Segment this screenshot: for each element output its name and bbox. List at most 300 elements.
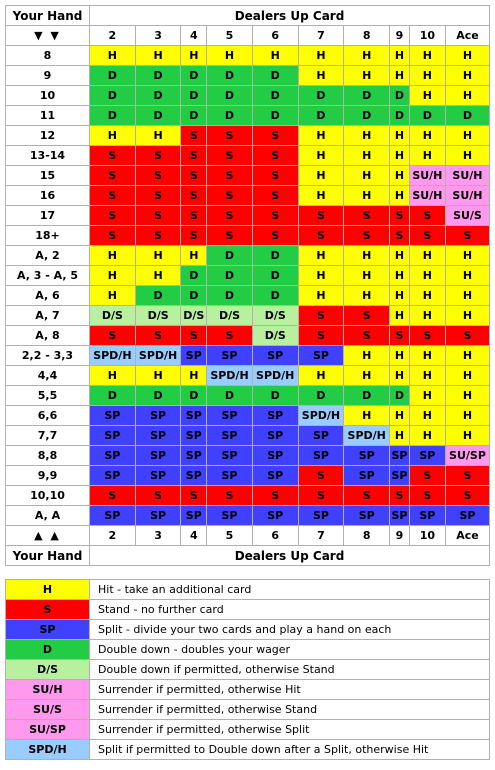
move-cell: H bbox=[181, 246, 207, 266]
move-cell: SP bbox=[252, 446, 298, 466]
dealer-card-10: 10 bbox=[409, 26, 445, 46]
move-cell: H bbox=[445, 366, 489, 386]
move-cell: SP bbox=[90, 506, 136, 526]
move-cell: S bbox=[298, 486, 344, 506]
move-cell: S bbox=[344, 486, 390, 506]
move-cell: H bbox=[344, 286, 390, 306]
sort-arrows-down-icon: ▼ ▼ bbox=[6, 26, 90, 46]
move-cell: S bbox=[207, 186, 253, 206]
move-cell: SP bbox=[409, 446, 445, 466]
move-cell: SP bbox=[90, 406, 136, 426]
move-cell: H bbox=[445, 266, 489, 286]
table-row bbox=[6, 446, 490, 466]
move-cell: H bbox=[409, 346, 445, 366]
footer-row bbox=[6, 546, 490, 566]
move-cell: SP bbox=[135, 426, 181, 446]
move-cell: S bbox=[90, 226, 136, 246]
move-cell: D bbox=[298, 106, 344, 126]
move-cell: S bbox=[390, 206, 410, 226]
hand-label: A, 8 bbox=[6, 326, 90, 346]
move-cell: D bbox=[207, 66, 253, 86]
your-hand-header: Your Hand bbox=[6, 6, 90, 26]
move-cell: H bbox=[344, 126, 390, 146]
legend-description: Hit - take an additional card bbox=[90, 580, 490, 600]
move-cell: SP bbox=[207, 466, 253, 486]
dealer-card-2: 2 bbox=[90, 526, 136, 546]
move-cell: D bbox=[207, 266, 253, 286]
move-cell: D bbox=[207, 246, 253, 266]
move-cell: S bbox=[135, 186, 181, 206]
move-cell: SU/SP bbox=[445, 446, 489, 466]
table-row bbox=[6, 506, 490, 526]
dealers-up-card-header: Dealers Up Card bbox=[90, 6, 490, 26]
move-cell: H bbox=[409, 366, 445, 386]
move-cell: S bbox=[135, 226, 181, 246]
move-cell: H bbox=[409, 306, 445, 326]
move-cell: H bbox=[445, 386, 489, 406]
move-cell: SP bbox=[390, 506, 410, 526]
move-cell: S bbox=[181, 166, 207, 186]
table-row bbox=[6, 366, 490, 386]
move-cell: S bbox=[445, 486, 489, 506]
dealer-card-4: 4 bbox=[181, 26, 207, 46]
move-cell: H bbox=[445, 306, 489, 326]
move-cell: H bbox=[135, 366, 181, 386]
legend-item bbox=[6, 700, 490, 720]
hand-label: 15 bbox=[6, 166, 90, 186]
move-cell: S bbox=[298, 466, 344, 486]
table-row bbox=[6, 126, 490, 146]
hand-label: 11 bbox=[6, 106, 90, 126]
move-cell: D bbox=[252, 106, 298, 126]
move-cell: SU/H bbox=[409, 166, 445, 186]
legend-description: Surrender if permitted, otherwise Split bbox=[90, 720, 490, 740]
move-cell: H bbox=[298, 146, 344, 166]
move-cell: H bbox=[445, 46, 489, 66]
move-cell: H bbox=[344, 146, 390, 166]
move-cell: D bbox=[390, 386, 410, 406]
legend-code: S bbox=[6, 600, 90, 620]
hand-label: 8 bbox=[6, 46, 90, 66]
move-cell: S bbox=[181, 146, 207, 166]
move-cell: SP bbox=[252, 466, 298, 486]
move-cell: S bbox=[445, 466, 489, 486]
move-cell: D bbox=[207, 386, 253, 406]
hand-label: A, 3 - A, 5 bbox=[6, 266, 90, 286]
legend-item bbox=[6, 620, 490, 640]
move-cell: H bbox=[135, 126, 181, 146]
move-cell: H bbox=[90, 266, 136, 286]
move-cell: SP bbox=[207, 406, 253, 426]
move-cell: SP bbox=[90, 446, 136, 466]
move-cell: S bbox=[252, 486, 298, 506]
move-cell: S bbox=[298, 206, 344, 226]
move-cell: SP bbox=[181, 406, 207, 426]
table-row bbox=[6, 326, 490, 346]
move-cell: S bbox=[181, 486, 207, 506]
move-cell: SP bbox=[207, 426, 253, 446]
legend-code: SU/H bbox=[6, 680, 90, 700]
move-cell: H bbox=[390, 166, 410, 186]
move-cell: SP bbox=[298, 426, 344, 446]
move-cell: SP bbox=[90, 466, 136, 486]
move-cell: D bbox=[344, 386, 390, 406]
strategy-chart bbox=[5, 5, 490, 566]
move-cell: H bbox=[90, 46, 136, 66]
move-cell: SP bbox=[207, 506, 253, 526]
dealer-card-ace: Ace bbox=[445, 526, 489, 546]
move-cell: D bbox=[344, 106, 390, 126]
hand-label: 6,6 bbox=[6, 406, 90, 426]
dealer-card-8: 8 bbox=[344, 26, 390, 46]
move-cell: D bbox=[390, 106, 410, 126]
move-cell: S bbox=[252, 186, 298, 206]
move-cell: S bbox=[445, 326, 489, 346]
legend-code: SU/SP bbox=[6, 720, 90, 740]
move-cell: SU/H bbox=[409, 186, 445, 206]
move-cell: H bbox=[390, 266, 410, 286]
move-cell: H bbox=[344, 346, 390, 366]
hand-label: A, 7 bbox=[6, 306, 90, 326]
legend-code: D/S bbox=[6, 660, 90, 680]
move-cell: SP bbox=[344, 446, 390, 466]
move-cell: S bbox=[390, 486, 410, 506]
move-cell: S bbox=[90, 486, 136, 506]
move-cell: SP bbox=[181, 426, 207, 446]
move-cell: S bbox=[135, 326, 181, 346]
move-cell: H bbox=[252, 46, 298, 66]
move-cell: H bbox=[445, 426, 489, 446]
move-cell: H bbox=[409, 146, 445, 166]
table-row bbox=[6, 206, 490, 226]
move-cell: S bbox=[90, 146, 136, 166]
sort-arrows-up-icon: ▲ ▲ bbox=[6, 526, 90, 546]
move-cell: H bbox=[344, 66, 390, 86]
move-cell: H bbox=[390, 46, 410, 66]
dealer-card-5: 5 bbox=[207, 526, 253, 546]
legend-item bbox=[6, 680, 490, 700]
legend-description: Double down - doubles your wager bbox=[90, 640, 490, 660]
move-cell: H bbox=[344, 166, 390, 186]
move-cell: SP bbox=[181, 446, 207, 466]
table-row bbox=[6, 486, 490, 506]
move-cell: H bbox=[298, 126, 344, 146]
move-cell: H bbox=[445, 146, 489, 166]
move-cell: D/S bbox=[252, 326, 298, 346]
table-row bbox=[6, 146, 490, 166]
dealer-card-9: 9 bbox=[390, 26, 410, 46]
table-row bbox=[6, 466, 490, 486]
move-cell: H bbox=[298, 46, 344, 66]
dealer-card-2: 2 bbox=[90, 26, 136, 46]
move-cell: S bbox=[135, 146, 181, 166]
move-cell: H bbox=[298, 186, 344, 206]
move-cell: SP bbox=[181, 346, 207, 366]
move-cell: SPD/H bbox=[344, 426, 390, 446]
table-row bbox=[6, 426, 490, 446]
move-cell: D bbox=[207, 86, 253, 106]
move-cell: H bbox=[298, 166, 344, 186]
table-row bbox=[6, 106, 490, 126]
table-row bbox=[6, 86, 490, 106]
move-cell: H bbox=[90, 366, 136, 386]
move-cell: S bbox=[181, 206, 207, 226]
move-cell: D bbox=[135, 286, 181, 306]
move-cell: SP bbox=[207, 346, 253, 366]
move-cell: H bbox=[445, 86, 489, 106]
move-cell: H bbox=[135, 46, 181, 66]
move-cell: SPD/H bbox=[90, 346, 136, 366]
move-cell: D bbox=[252, 66, 298, 86]
move-cell: S bbox=[344, 206, 390, 226]
dealers-up-card-footer: Dealers Up Card bbox=[90, 546, 490, 566]
move-cell: H bbox=[445, 66, 489, 86]
move-cell: S bbox=[252, 206, 298, 226]
move-cell: SP bbox=[445, 506, 489, 526]
hand-label: 7,7 bbox=[6, 426, 90, 446]
move-cell: H bbox=[298, 246, 344, 266]
move-cell: S bbox=[90, 206, 136, 226]
move-cell: S bbox=[344, 326, 390, 346]
move-cell: H bbox=[390, 66, 410, 86]
move-cell: D bbox=[252, 86, 298, 106]
move-cell: D bbox=[181, 66, 207, 86]
move-cell: SP bbox=[409, 506, 445, 526]
move-cell: S bbox=[409, 486, 445, 506]
move-cell: D bbox=[409, 106, 445, 126]
move-cell: SP bbox=[135, 406, 181, 426]
move-cell: H bbox=[390, 366, 410, 386]
move-cell: H bbox=[445, 126, 489, 146]
move-cell: H bbox=[390, 246, 410, 266]
move-cell: SU/H bbox=[445, 166, 489, 186]
move-cell: D/S bbox=[207, 306, 253, 326]
move-cell: D bbox=[135, 66, 181, 86]
legend-description: Split - divide your two cards and play a hand on each bbox=[90, 620, 490, 640]
dealer-card-10: 10 bbox=[409, 526, 445, 546]
move-cell: H bbox=[181, 46, 207, 66]
move-cell: SPD/H bbox=[298, 406, 344, 426]
move-cell: S bbox=[445, 226, 489, 246]
move-cell: D bbox=[135, 106, 181, 126]
move-cell: H bbox=[390, 406, 410, 426]
your-hand-footer: Your Hand bbox=[6, 546, 90, 566]
hand-label: 13-14 bbox=[6, 146, 90, 166]
move-cell: S bbox=[207, 486, 253, 506]
move-cell: D bbox=[298, 386, 344, 406]
move-cell: S bbox=[344, 226, 390, 246]
move-cell: SP bbox=[344, 466, 390, 486]
legend-code: SP bbox=[6, 620, 90, 640]
move-cell: D bbox=[90, 386, 136, 406]
dealer-card-row-top bbox=[6, 26, 490, 46]
move-cell: D bbox=[207, 106, 253, 126]
move-cell: D bbox=[445, 106, 489, 126]
table-row bbox=[6, 226, 490, 246]
hand-label: 10 bbox=[6, 86, 90, 106]
move-cell: H bbox=[390, 426, 410, 446]
legend-item bbox=[6, 580, 490, 600]
table-row bbox=[6, 46, 490, 66]
table-row bbox=[6, 246, 490, 266]
hand-label: A, A bbox=[6, 506, 90, 526]
move-cell: H bbox=[409, 126, 445, 146]
move-cell: SP bbox=[207, 446, 253, 466]
move-cell: S bbox=[298, 326, 344, 346]
move-cell: S bbox=[207, 166, 253, 186]
move-cell: D bbox=[181, 86, 207, 106]
move-cell: H bbox=[390, 286, 410, 306]
move-cell: S bbox=[298, 226, 344, 246]
move-cell: H bbox=[298, 66, 344, 86]
move-cell: H bbox=[445, 346, 489, 366]
move-cell: S bbox=[181, 326, 207, 346]
move-cell: S bbox=[390, 226, 410, 246]
move-cell: D bbox=[390, 86, 410, 106]
move-cell: H bbox=[445, 406, 489, 426]
dealer-card-ace: Ace bbox=[445, 26, 489, 46]
move-cell: D bbox=[181, 286, 207, 306]
legend-code: H bbox=[6, 580, 90, 600]
move-cell: S bbox=[135, 206, 181, 226]
move-cell: H bbox=[390, 346, 410, 366]
move-cell: D bbox=[252, 386, 298, 406]
dealer-card-4: 4 bbox=[181, 526, 207, 546]
move-cell: S bbox=[298, 306, 344, 326]
hand-label: A, 6 bbox=[6, 286, 90, 306]
dealer-card-7: 7 bbox=[298, 526, 344, 546]
hand-label: A, 2 bbox=[6, 246, 90, 266]
hand-label: 8,8 bbox=[6, 446, 90, 466]
move-cell: SP bbox=[344, 506, 390, 526]
move-cell: H bbox=[445, 246, 489, 266]
move-cell: S bbox=[207, 146, 253, 166]
move-cell: H bbox=[409, 266, 445, 286]
dealer-card-6: 6 bbox=[252, 526, 298, 546]
move-cell: SP bbox=[135, 466, 181, 486]
move-cell: S bbox=[90, 326, 136, 346]
move-cell: H bbox=[409, 286, 445, 306]
move-cell: SP bbox=[90, 426, 136, 446]
move-cell: SP bbox=[252, 346, 298, 366]
move-cell: H bbox=[135, 266, 181, 286]
move-cell: H bbox=[344, 266, 390, 286]
move-cell: S bbox=[409, 206, 445, 226]
move-cell: SP bbox=[135, 446, 181, 466]
move-cell: D bbox=[135, 386, 181, 406]
move-cell: D bbox=[90, 66, 136, 86]
move-cell: S bbox=[135, 166, 181, 186]
move-cell: H bbox=[344, 406, 390, 426]
move-cell: SP bbox=[298, 346, 344, 366]
move-cell: D bbox=[207, 286, 253, 306]
move-cell: SP bbox=[298, 506, 344, 526]
move-cell: D bbox=[181, 386, 207, 406]
move-cell: S bbox=[344, 306, 390, 326]
move-cell: S bbox=[207, 326, 253, 346]
dealer-card-5: 5 bbox=[207, 26, 253, 46]
move-cell: H bbox=[90, 286, 136, 306]
move-cell: SP bbox=[390, 446, 410, 466]
legend-code: SPD/H bbox=[6, 740, 90, 760]
move-cell: S bbox=[409, 226, 445, 246]
move-cell: SP bbox=[252, 406, 298, 426]
hand-label: 9,9 bbox=[6, 466, 90, 486]
header-row-top bbox=[6, 6, 490, 26]
hand-label: 9 bbox=[6, 66, 90, 86]
table-row bbox=[6, 286, 490, 306]
legend-code: SU/S bbox=[6, 700, 90, 720]
move-cell: D bbox=[252, 266, 298, 286]
move-cell: H bbox=[90, 126, 136, 146]
move-cell: SU/S bbox=[445, 206, 489, 226]
move-cell: H bbox=[409, 386, 445, 406]
move-cell: D bbox=[181, 266, 207, 286]
move-cell: H bbox=[298, 366, 344, 386]
move-cell: SPD/H bbox=[252, 366, 298, 386]
move-cell: S bbox=[90, 186, 136, 206]
move-cell: H bbox=[181, 366, 207, 386]
move-cell: H bbox=[344, 46, 390, 66]
legend-item bbox=[6, 600, 490, 620]
legend-description: Double down if permitted, otherwise Stand bbox=[90, 660, 490, 680]
legend-item bbox=[6, 740, 490, 760]
move-cell: S bbox=[390, 326, 410, 346]
hand-label: 17 bbox=[6, 206, 90, 226]
move-cell: D bbox=[90, 106, 136, 126]
move-cell: D bbox=[252, 246, 298, 266]
move-cell: H bbox=[344, 246, 390, 266]
move-cell: D/S bbox=[181, 306, 207, 326]
move-cell: D bbox=[90, 86, 136, 106]
move-cell: D/S bbox=[90, 306, 136, 326]
move-cell: S bbox=[181, 186, 207, 206]
hand-label: 10,10 bbox=[6, 486, 90, 506]
legend-description: Stand - no further card bbox=[90, 600, 490, 620]
move-cell: D bbox=[298, 86, 344, 106]
hand-label: 18+ bbox=[6, 226, 90, 246]
move-cell: D/S bbox=[252, 306, 298, 326]
move-cell: H bbox=[390, 186, 410, 206]
table-row bbox=[6, 266, 490, 286]
legend-description: Split if permitted to Double down after a Split, otherwise Hit bbox=[90, 740, 490, 760]
move-cell: H bbox=[207, 46, 253, 66]
legend-item bbox=[6, 660, 490, 680]
legend-description: Surrender if permitted, otherwise Hit bbox=[90, 680, 490, 700]
legend-item bbox=[6, 640, 490, 660]
move-cell: H bbox=[409, 406, 445, 426]
move-cell: S bbox=[252, 166, 298, 186]
move-cell: S bbox=[207, 226, 253, 246]
move-cell: S bbox=[409, 466, 445, 486]
move-cell: SP bbox=[252, 426, 298, 446]
table-row bbox=[6, 386, 490, 406]
legend-item bbox=[6, 720, 490, 740]
move-cell: SPD/H bbox=[207, 366, 253, 386]
move-cell: S bbox=[90, 166, 136, 186]
dealer-card-3: 3 bbox=[135, 26, 181, 46]
hand-label: 2,2 - 3,3 bbox=[6, 346, 90, 366]
move-cell: S bbox=[135, 486, 181, 506]
move-cell: H bbox=[409, 246, 445, 266]
move-cell: S bbox=[181, 126, 207, 146]
move-cell: SP bbox=[181, 466, 207, 486]
move-cell: H bbox=[409, 86, 445, 106]
legend-table bbox=[5, 579, 490, 760]
move-cell: H bbox=[344, 366, 390, 386]
hand-label: 4,4 bbox=[6, 366, 90, 386]
move-cell: SP bbox=[181, 506, 207, 526]
